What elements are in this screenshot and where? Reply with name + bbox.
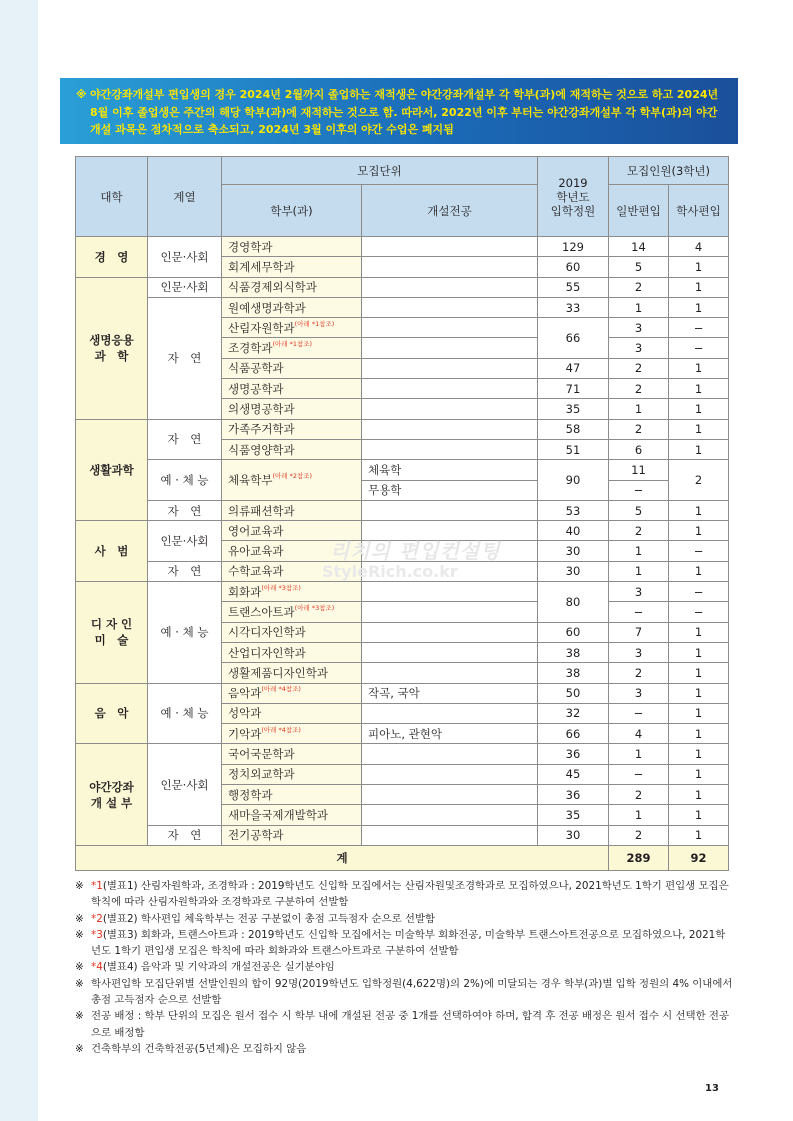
dept-name: 음악과 (228, 686, 262, 701)
bachelor-cell: 1 (669, 297, 729, 317)
field-cell: 자 연 (148, 500, 222, 520)
quota-cell: 38 (538, 663, 609, 683)
page-side-strip (0, 0, 38, 1121)
table-row (76, 500, 729, 520)
dept-cell (222, 338, 362, 358)
total-label: 계 (76, 845, 609, 870)
field-cell: 자 연 (148, 825, 222, 845)
major-cell (362, 399, 538, 419)
bachelor-cell: 1 (669, 379, 729, 399)
quota-cell: 90 (538, 460, 609, 501)
dept-cell: 산업디자인학과 (222, 642, 362, 662)
footnote (75, 959, 735, 975)
footnote-mark: ※ (75, 1042, 84, 1055)
footnotes (75, 878, 735, 1057)
bachelor-cell: 1 (669, 785, 729, 805)
dept-name: 기악과 (228, 726, 262, 741)
quota-cell: 45 (538, 764, 609, 784)
dept-cell (222, 318, 362, 338)
bachelor-cell: 1 (669, 500, 729, 520)
dept-cell (222, 582, 362, 602)
watermark-url: StyleRich.co.kr (322, 562, 458, 581)
footnote (75, 1008, 735, 1041)
quota-cell: 58 (538, 419, 609, 439)
bachelor-cell: 4 (669, 237, 729, 257)
field-cell: 인문·사회 (148, 521, 222, 562)
footnote-text: 학사편입학 모집단위별 선발인원의 합이 92명(2019학년도 입학정원(4,622명)의 2%)에 미달되는 경우 학부(과)별 입학 정원의 4% 이내에서 총점 고득점자 순으로 선발함 (91, 977, 733, 1007)
univ-cell: 디 자 인 미 술 (76, 582, 148, 683)
quota-cell: 60 (538, 622, 609, 642)
general-cell: 3 (609, 683, 669, 703)
dept-cell: 원예생명과학과 (222, 297, 362, 317)
major-cell (362, 602, 538, 622)
general-cell: 11 (609, 460, 669, 480)
watermark-text: 리치의 편입컨설팅 (330, 539, 501, 563)
footnote-text: 전공 배정 : 학부 단위의 모집은 원서 접수 시 학부 내에 개설된 전공 중 1개를 선택하여야 하며, 합격 후 전공 배정은 원서 접수 시 선택한 전공으로 배정함 (91, 1010, 729, 1039)
footnote-mark: ※ (75, 977, 84, 990)
major-cell: 무용학 (362, 480, 538, 500)
bachelor-cell: 1 (669, 724, 729, 744)
field-cell: 예 · 체 능 (148, 460, 222, 501)
table-row (76, 297, 729, 317)
dept-cell: 수학교육과 (222, 561, 362, 581)
bachelor-cell: − (669, 318, 729, 338)
quota-cell: 36 (538, 785, 609, 805)
bachelor-cell: − (669, 541, 729, 561)
dept-name: 회화과 (228, 584, 262, 599)
major-cell (362, 805, 538, 825)
quota-cell: 129 (538, 237, 609, 257)
field-cell: 예 · 체 능 (148, 683, 222, 744)
bachelor-cell: 1 (669, 683, 729, 703)
major-cell (362, 379, 538, 399)
footnote-text: 건축학부의 건축학전공(5년제)은 모집하지 않음 (91, 1042, 307, 1055)
univ-cell: 사 범 (76, 521, 148, 582)
bachelor-cell: 1 (669, 642, 729, 662)
major-cell (362, 237, 538, 257)
footnote-mark: ※ (75, 1010, 84, 1023)
bachelor-cell: 2 (669, 460, 729, 501)
dept-name: 산림자원학과 (228, 320, 295, 335)
header-quota: 2019 학년도 입학정원 (538, 157, 609, 237)
quota-cell: 53 (538, 500, 609, 520)
footnote-mark: ※ (75, 880, 84, 892)
footnote-text: (별표2) 학사편입 체육학부는 전공 구분없이 총점 고득점자 순으로 선발함 (102, 912, 436, 925)
major-cell: 피아노, 관현악 (362, 724, 538, 744)
major-cell (362, 622, 538, 642)
footnote-ref: *4 (91, 961, 103, 974)
footnote (75, 1041, 735, 1057)
quota-cell: 36 (538, 744, 609, 764)
bachelor-cell: 1 (669, 439, 729, 459)
general-cell: 3 (609, 338, 669, 358)
quota-cell: 38 (538, 642, 609, 662)
major-cell (362, 642, 538, 662)
header-major: 개설전공 (362, 185, 538, 237)
major-cell (362, 703, 538, 723)
bachelor-cell: 1 (669, 764, 729, 784)
bachelor-cell: − (669, 338, 729, 358)
general-cell: 6 (609, 439, 669, 459)
bachelor-cell: 1 (669, 825, 729, 845)
field-cell: 예 · 체 능 (148, 582, 222, 683)
quota-cell: 30 (538, 561, 609, 581)
footnote (75, 911, 735, 927)
footnote-mark: ※ (75, 928, 84, 941)
dept-cell: 의생명공학과 (222, 399, 362, 419)
univ-cell: 경 영 (76, 237, 148, 278)
notice-banner (60, 78, 738, 144)
quota-cell: 71 (538, 379, 609, 399)
header-recruit: 모집인원(3학년) (609, 157, 729, 185)
univ-cell: 야간강좌 개 설 부 (76, 744, 148, 845)
footnote-mark: ※ (75, 912, 84, 925)
major-cell (362, 358, 538, 378)
univ-cell: 음 악 (76, 683, 148, 744)
bachelor-cell: − (669, 582, 729, 602)
total-row (76, 845, 729, 870)
page-number: 13 (705, 1083, 719, 1094)
dept-name: 트랜스아트과 (228, 604, 295, 619)
major-cell (362, 338, 538, 358)
bachelor-cell: 1 (669, 744, 729, 764)
table-row (76, 683, 729, 703)
dept-cell: 전기공학과 (222, 825, 362, 845)
total-bachelor: 92 (669, 845, 729, 870)
table-row (76, 744, 729, 764)
table-row (76, 460, 729, 480)
dept-cell: 가족주거학과 (222, 419, 362, 439)
general-cell: 3 (609, 318, 669, 338)
header-unit: 모집단위 (222, 157, 538, 185)
notice-text: 야간강좌개설부 편입생의 경우 2024년 2월까지 졸업하는 재적생은 야간강좌개설부 각 학부(과)에 재적하는 것으로 하고 2024년 8월 이후 졸업생은 주간의 해당 학부(과)에 재적하는 것으로 함. 따라서, 2022년 이후 부터는 야간강좌개설부 각 학부(과)의 야간 개설 과목은 점차적으로 축소되고, 2024년 3월 이후의 야간 수업은 폐지됨 (90, 88, 719, 136)
dept-cell: 국어국문학과 (222, 744, 362, 764)
major-cell (362, 663, 538, 683)
quota-cell: 47 (538, 358, 609, 378)
major-cell (362, 744, 538, 764)
univ-cell: 생활과학 (76, 419, 148, 520)
quota-cell: 32 (538, 703, 609, 723)
bachelor-cell: 1 (669, 561, 729, 581)
quota-cell: 33 (538, 297, 609, 317)
quota-cell: 60 (538, 257, 609, 277)
major-cell: 작곡, 국악 (362, 683, 538, 703)
footnote-mark: ※ (75, 961, 84, 974)
dept-cell: 영어교육과 (222, 521, 362, 541)
note-ref: (아래 *1참조) (272, 340, 313, 349)
note-ref: (아래 *1참조) (294, 319, 335, 328)
dept-name: 조경학과 (228, 341, 273, 356)
general-cell: 2 (609, 785, 669, 805)
general-cell: 1 (609, 297, 669, 317)
dept-cell (222, 724, 362, 744)
footnote-text: (별표3) 회화과, 트랜스아트과 : 2019학년도 신입학 모집에서는 미술학부 회화전공, 미술학부 트랜스아트전공으로 모집하였으나, 2021학년도 1학기 편입생 모집은 학칙에 따라 회화과와 트랜스아트과로 구분하여 선발함 (91, 928, 726, 958)
general-cell: 2 (609, 825, 669, 845)
table-row (76, 237, 729, 257)
general-cell: − (609, 480, 669, 500)
dept-cell: 식품영양학과 (222, 439, 362, 459)
dept-cell: 시각디자인학과 (222, 622, 362, 642)
major-cell (362, 257, 538, 277)
dept-cell (222, 683, 362, 703)
major-cell (362, 582, 538, 602)
dept-cell: 의류패션학과 (222, 500, 362, 520)
major-cell (362, 500, 538, 520)
field-cell: 인문·사회 (148, 744, 222, 825)
quota-cell: 40 (538, 521, 609, 541)
general-cell: 1 (609, 541, 669, 561)
field-cell: 자 연 (148, 561, 222, 581)
field-cell: 인문·사회 (148, 277, 222, 297)
general-cell: 2 (609, 379, 669, 399)
header-bachelor: 학사편입 (669, 185, 729, 237)
note-ref: (아래 *2참조) (272, 472, 313, 481)
major-cell (362, 825, 538, 845)
header-univ: 대학 (76, 157, 148, 237)
dept-cell: 정치외교학과 (222, 764, 362, 784)
quota-cell: 80 (538, 582, 609, 623)
general-cell: 1 (609, 561, 669, 581)
general-cell: 1 (609, 744, 669, 764)
note-ref: (아래 *4참조) (261, 725, 301, 734)
footnote-ref: *2 (91, 912, 103, 925)
table-row (76, 419, 729, 439)
dept-cell: 회계세무학과 (222, 257, 362, 277)
major-cell (362, 297, 538, 317)
general-cell: 2 (609, 521, 669, 541)
footnote-ref: *1 (91, 880, 103, 892)
bachelor-cell: 1 (669, 257, 729, 277)
major-cell (362, 277, 538, 297)
quota-cell: 51 (538, 439, 609, 459)
quota-cell: 55 (538, 277, 609, 297)
bachelor-cell: 1 (669, 419, 729, 439)
general-cell: 1 (609, 399, 669, 419)
dept-cell: 경영학과 (222, 237, 362, 257)
footnote (75, 927, 735, 960)
dept-cell: 생명공학과 (222, 379, 362, 399)
dept-cell: 식품경제외식학과 (222, 277, 362, 297)
note-ref: (아래 *3참조) (294, 603, 335, 612)
general-cell: 2 (609, 419, 669, 439)
general-cell: − (609, 703, 669, 723)
dept-cell: 행정학과 (222, 785, 362, 805)
general-cell: 4 (609, 724, 669, 744)
footnote-text: (별표4) 음악과 및 기악과의 개설전공은 실기분야임 (102, 961, 335, 974)
bachelor-cell: 1 (669, 622, 729, 642)
bachelor-cell: 1 (669, 663, 729, 683)
general-cell: 3 (609, 642, 669, 662)
table-row (76, 582, 729, 602)
general-cell: 3 (609, 582, 669, 602)
general-cell: − (609, 764, 669, 784)
dept-cell: 식품공학과 (222, 358, 362, 378)
bachelor-cell: 1 (669, 358, 729, 378)
table-row (76, 277, 729, 297)
field-cell: 인문·사회 (148, 237, 222, 278)
general-cell: 2 (609, 358, 669, 378)
general-cell: 5 (609, 257, 669, 277)
dept-cell (222, 460, 362, 501)
quota-cell: 35 (538, 399, 609, 419)
dept-name: 체육학부 (228, 473, 273, 488)
table-row (76, 825, 729, 845)
general-cell: 2 (609, 663, 669, 683)
univ-cell: 생명응용 과 학 (76, 277, 148, 419)
bachelor-cell: 1 (669, 703, 729, 723)
general-cell: 2 (609, 277, 669, 297)
major-cell: 체육학 (362, 460, 538, 480)
dept-cell: 유아교육과 (222, 541, 362, 561)
notice-mark: ※ (76, 88, 87, 101)
admission-table (75, 156, 729, 871)
footnote (75, 878, 735, 911)
footnote-ref: *3 (91, 928, 103, 941)
quota-cell: 50 (538, 683, 609, 703)
bachelor-cell: 1 (669, 805, 729, 825)
general-cell: 7 (609, 622, 669, 642)
header-general: 일반편입 (609, 185, 669, 237)
quota-cell: 66 (538, 724, 609, 744)
total-general: 289 (609, 845, 669, 870)
header-field: 계열 (148, 157, 222, 237)
footnote (75, 976, 735, 1009)
quota-cell: 30 (538, 541, 609, 561)
bachelor-cell: 1 (669, 277, 729, 297)
major-cell (362, 785, 538, 805)
major-cell (362, 318, 538, 338)
dept-cell (222, 602, 362, 622)
note-ref: (아래 *4참조) (261, 685, 301, 694)
general-cell: − (609, 602, 669, 622)
quota-cell: 66 (538, 318, 609, 359)
note-ref: (아래 *3참조) (261, 583, 301, 592)
major-cell (362, 439, 538, 459)
dept-cell: 생활제품디자인학과 (222, 663, 362, 683)
footnote-text: (별표1) 산림자원학과, 조경학과 : 2019학년도 신입학 모집에서는 산림자원및조경학과로 모집하였으나, 2021학년도 1학기 편입생 모집은 학칙에 따라 산림자원학과와 조경학과로 구분하여 선발함 (91, 880, 729, 909)
bachelor-cell: − (669, 602, 729, 622)
general-cell: 5 (609, 500, 669, 520)
field-cell: 자 연 (148, 297, 222, 419)
bachelor-cell: 1 (669, 399, 729, 419)
major-cell (362, 419, 538, 439)
dept-cell: 성악과 (222, 703, 362, 723)
bachelor-cell: 1 (669, 521, 729, 541)
quota-cell: 35 (538, 805, 609, 825)
dept-cell: 새마을국제개발학과 (222, 805, 362, 825)
general-cell: 14 (609, 237, 669, 257)
header-dept: 학부(과) (222, 185, 362, 237)
quota-cell: 30 (538, 825, 609, 845)
field-cell: 자 연 (148, 419, 222, 460)
general-cell: 1 (609, 805, 669, 825)
major-cell (362, 764, 538, 784)
